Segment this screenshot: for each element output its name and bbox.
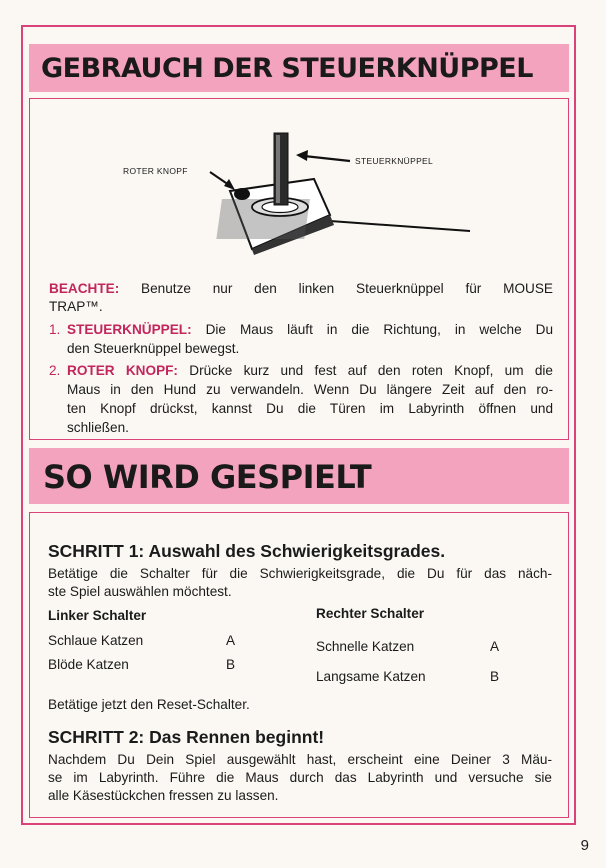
joystick-cable	[330, 221, 470, 231]
section2-title: SO WIRD GESPIELT	[43, 458, 372, 496]
section2-banner	[29, 448, 569, 504]
label-stick: STEUERKNÜPPEL	[355, 156, 434, 166]
item2-label: ROTER KNOPF:	[67, 363, 178, 378]
item2-line-1	[67, 361, 553, 380]
section1-banner	[29, 44, 569, 92]
section1-box	[29, 98, 569, 440]
item1-text: Die Maus läuft in die Richtung, in welche Du	[205, 322, 554, 337]
joystick-illustration	[30, 99, 567, 269]
step1-text-line-1: Betätige die Schalter für die Schwierigkeitsgrade, die Du für das näch-	[48, 566, 552, 581]
right-switch-row-2-value: B	[490, 669, 500, 684]
item2-line-3: ten Knopf drückst, kannst Du die Türen im Labyrinth öffnen und	[67, 401, 553, 416]
note-label: BEACHTE:	[49, 281, 120, 296]
left-switch-title: Linker Schalter	[48, 608, 147, 623]
item1-line-1	[67, 320, 553, 339]
page-number: 9	[580, 837, 589, 854]
left-switch-row-2-value: B	[226, 657, 236, 672]
item1-label: STEUERKNÜPPEL:	[67, 322, 192, 337]
left-switch-row-2-label: Blöde Katzen	[48, 657, 129, 672]
step2-text-line-2: se im Labyrinth. Führe die Maus durch das Labyrinth und versuche sie	[48, 770, 552, 785]
item1-line-2: den Steuerknüppel bewegst.	[67, 341, 240, 356]
step1-heading: SCHRITT 1: Auswahl des Schwierigkeitsgrades.	[48, 541, 446, 561]
item2-num: 2.	[49, 363, 61, 378]
stick-arrow	[304, 156, 350, 161]
section1-title: GEBRAUCH DER STEUERKNÜPPEL	[41, 53, 533, 84]
step1-text-line-2: ste Spiel auswählen möchtest.	[48, 584, 232, 599]
item2-text: Drücke kurz und fest auf den roten Knopf, um die	[189, 363, 553, 378]
right-switch-title: Rechter Schalter	[316, 606, 425, 621]
step2-heading: SCHRITT 2: Das Rennen beginnt!	[48, 727, 325, 747]
note-line-1	[49, 279, 553, 298]
right-switch-row-1-value: A	[490, 639, 500, 654]
left-switch-row-1-value: A	[226, 633, 236, 648]
right-switch-row-1-label: Schnelle Katzen	[316, 639, 415, 654]
label-red-button: ROTER KNOPF	[123, 166, 188, 176]
red-button-icon	[234, 188, 250, 200]
section2-box	[29, 512, 569, 818]
item1-num: 1.	[49, 322, 61, 337]
step2-text-line-1: Nachdem Du Dein Spiel ausgewählt hast, erscheint eine Deiner 3 Mäu-	[48, 752, 552, 767]
left-switch-row-1-label: Schlaue Katzen	[48, 633, 144, 648]
reset-text: Betätige jetzt den Reset-Schalter.	[48, 697, 250, 712]
note-text: Benutze nur den linken Steuerknüppel für MOUSE	[141, 281, 553, 296]
item2-line-4: schließen.	[67, 420, 129, 435]
right-switch-row-2-label: Langsame Katzen	[316, 669, 426, 684]
step2-text-line-3: alle Käsestückchen fressen zu lassen.	[48, 788, 279, 803]
item2-line-2: Maus in den Hund zu verwandeln. Wenn Du längere Zeit auf den ro-	[67, 382, 553, 397]
note-line-2: TRAP™.	[49, 299, 103, 314]
